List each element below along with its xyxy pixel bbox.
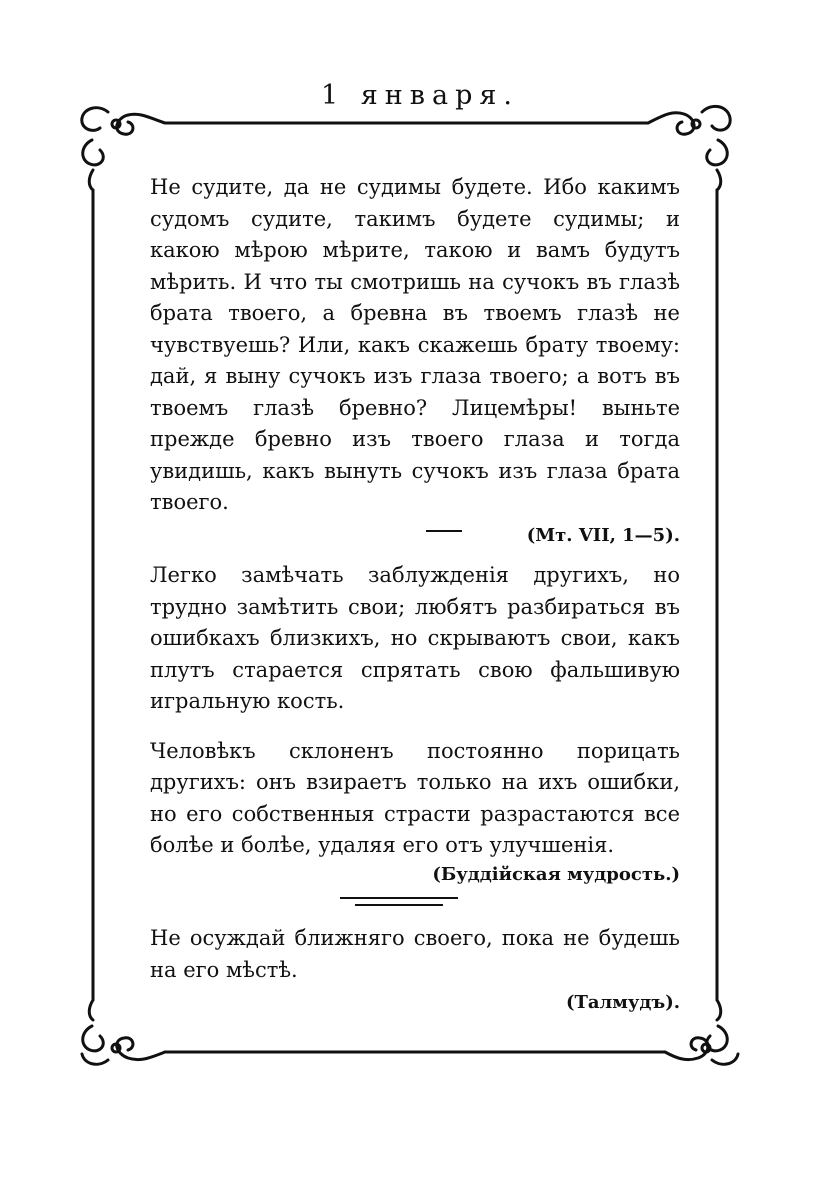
talmud-paragraph: Не осуждай ближняго своего, пока не будешь на его мѣстѣ. — [150, 926, 680, 982]
section-divider — [426, 530, 462, 532]
buddhist-attribution: (Буддійская мудрость.) — [432, 863, 680, 885]
section-buddhist — [150, 560, 680, 885]
buddhist-paragraph-1: Легко замѣчать заблужденія другихъ, но трудно замѣтить свои; любятъ разбираться въ ошибкахъ близкихъ, но скрываютъ свои, какъ плутъ старается спрятать свою фальшивую игральную кость. — [150, 563, 680, 713]
scripture-attribution: (Мт. VII, 1—5). — [526, 524, 680, 546]
section-scripture — [150, 172, 680, 546]
talmud-attribution: (Талмудъ). — [565, 992, 680, 1013]
double-divider — [340, 897, 458, 906]
scripture-paragraph: Не судите, да не судимы будете. Ибо какимъ судомъ судите, такимъ будете судимы; и какою мѣрою мѣрите, такою и вамъ будутъ мѣрить. И что ты смотришь на сучокъ въ глазѣ брата твоего, а бревна въ твоемъ глазѣ не чувствуешь? Или, какъ скажешь брату твоему: дай, я выну сучокъ изъ глаза твоего; а вотъ въ твоемъ глазѣ бревно? Лицемѣры! выньте прежде бревно изъ твоего глаза и тогда увидишь, какъ вынуть сучокъ изъ глаза брата твоего. — [150, 175, 680, 514]
page-title: 1 января. — [321, 80, 519, 111]
buddhist-paragraph-2: Человѣкъ склоненъ постоянно порицать другихъ: онъ взираетъ только на ихъ ошибки, но его собственныя страсти разрастаются все болѣе и болѣе, удаляя его отъ улучшенія. — [150, 738, 680, 857]
section-talmud — [150, 923, 680, 1013]
